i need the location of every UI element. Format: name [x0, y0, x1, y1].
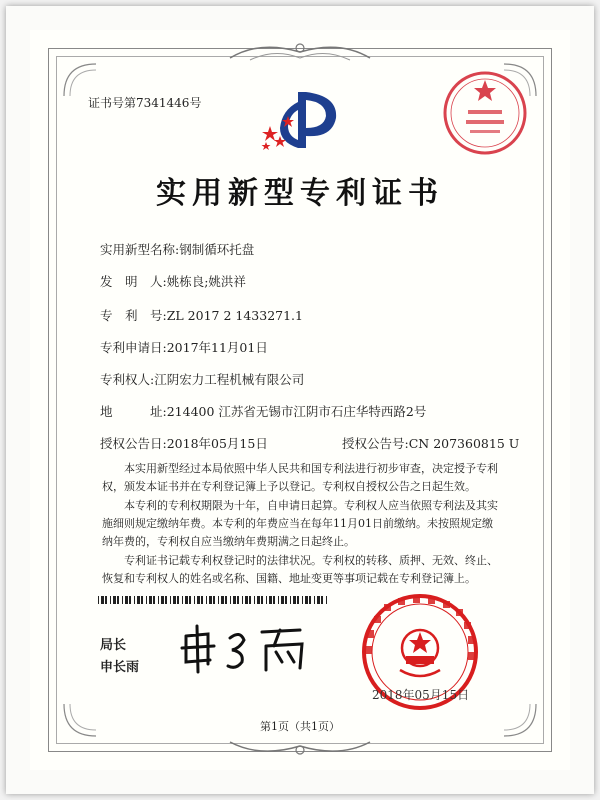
filing-date-row: [100, 338, 268, 356]
grant-no-label: 授权公告号:: [342, 436, 409, 451]
inventor-row: [100, 272, 246, 290]
patent-no-label: 专 利 号:: [100, 308, 167, 323]
paragraph: 本专利的专利权期限为十年，自申请日起算。专利权人应当依照专利法及其实施细则规定缴纳年费。本专利的年费应当在每年11月01日前缴纳。未按照规定缴纳年费的，专利权自应当缴纳年费期满之日起终止。: [102, 499, 498, 548]
address-label: 地 址:: [100, 404, 167, 419]
patentee-value: 江阴宏力工程机械有限公司: [154, 372, 305, 387]
handwritten-signature-icon: [178, 616, 318, 676]
patent-office-emblem-icon: [258, 86, 342, 158]
patentee-label: 专利权人:: [100, 372, 155, 387]
grant-date-row: [100, 434, 268, 452]
top-ornament-icon: [220, 38, 380, 66]
certificate-number: 证书号第7341446号: [88, 96, 202, 110]
inventor-value: 姚栋良;姚洪祥: [166, 274, 246, 289]
grant-date-label: 授权公告日:: [100, 436, 167, 451]
certificate-title: 实用新型专利证书: [156, 176, 444, 211]
filing-date-label: 专利申请日:: [100, 340, 167, 355]
patent-no-row: [100, 306, 303, 324]
signature-name: 申长雨: [100, 660, 140, 675]
paragraph: 本实用新型经过本局依照中华人民共和国专利法进行初步审查，决定授予专利权，颁发本证书并在专利登记簿上予以登记。专利权自授权公告之日起生效。: [102, 462, 498, 493]
paragraph: 专利证书记载专利权登记时的法律状况。专利权的转移、质押、无效、终止、恢复和专利权人的姓名或名称、国籍、地址变更等事项记载在专利登记簿上。: [102, 554, 498, 585]
name-row: [100, 240, 254, 258]
name-label: 实用新型名称:: [100, 242, 180, 257]
patentee-row: [100, 370, 304, 388]
page-number: 第1页（共1页）: [260, 720, 340, 733]
grant-no-value: CN 207360815 U: [408, 436, 520, 451]
inventor-label: 发 明 人:: [100, 274, 167, 289]
address-value: 214400 江苏省无锡市江阴市石庄华特西路2号: [166, 404, 427, 419]
agency-stamp-icon: [440, 68, 530, 158]
address-row: [100, 402, 426, 420]
patent-no-value: ZL 2017 2 1433271.1: [166, 308, 303, 323]
barcode-icon: [98, 596, 328, 604]
signature-title: 局长: [100, 638, 127, 653]
bottom-ornament-icon: [220, 736, 380, 760]
stamp-date: 2018年05月15日: [372, 688, 470, 702]
grant-no-row: [342, 434, 519, 452]
grant-date-value: 2018年05月15日: [166, 436, 268, 451]
name-value: 钢制循环托盘: [179, 242, 255, 257]
filing-date-value: 2017年11月01日: [166, 340, 268, 355]
